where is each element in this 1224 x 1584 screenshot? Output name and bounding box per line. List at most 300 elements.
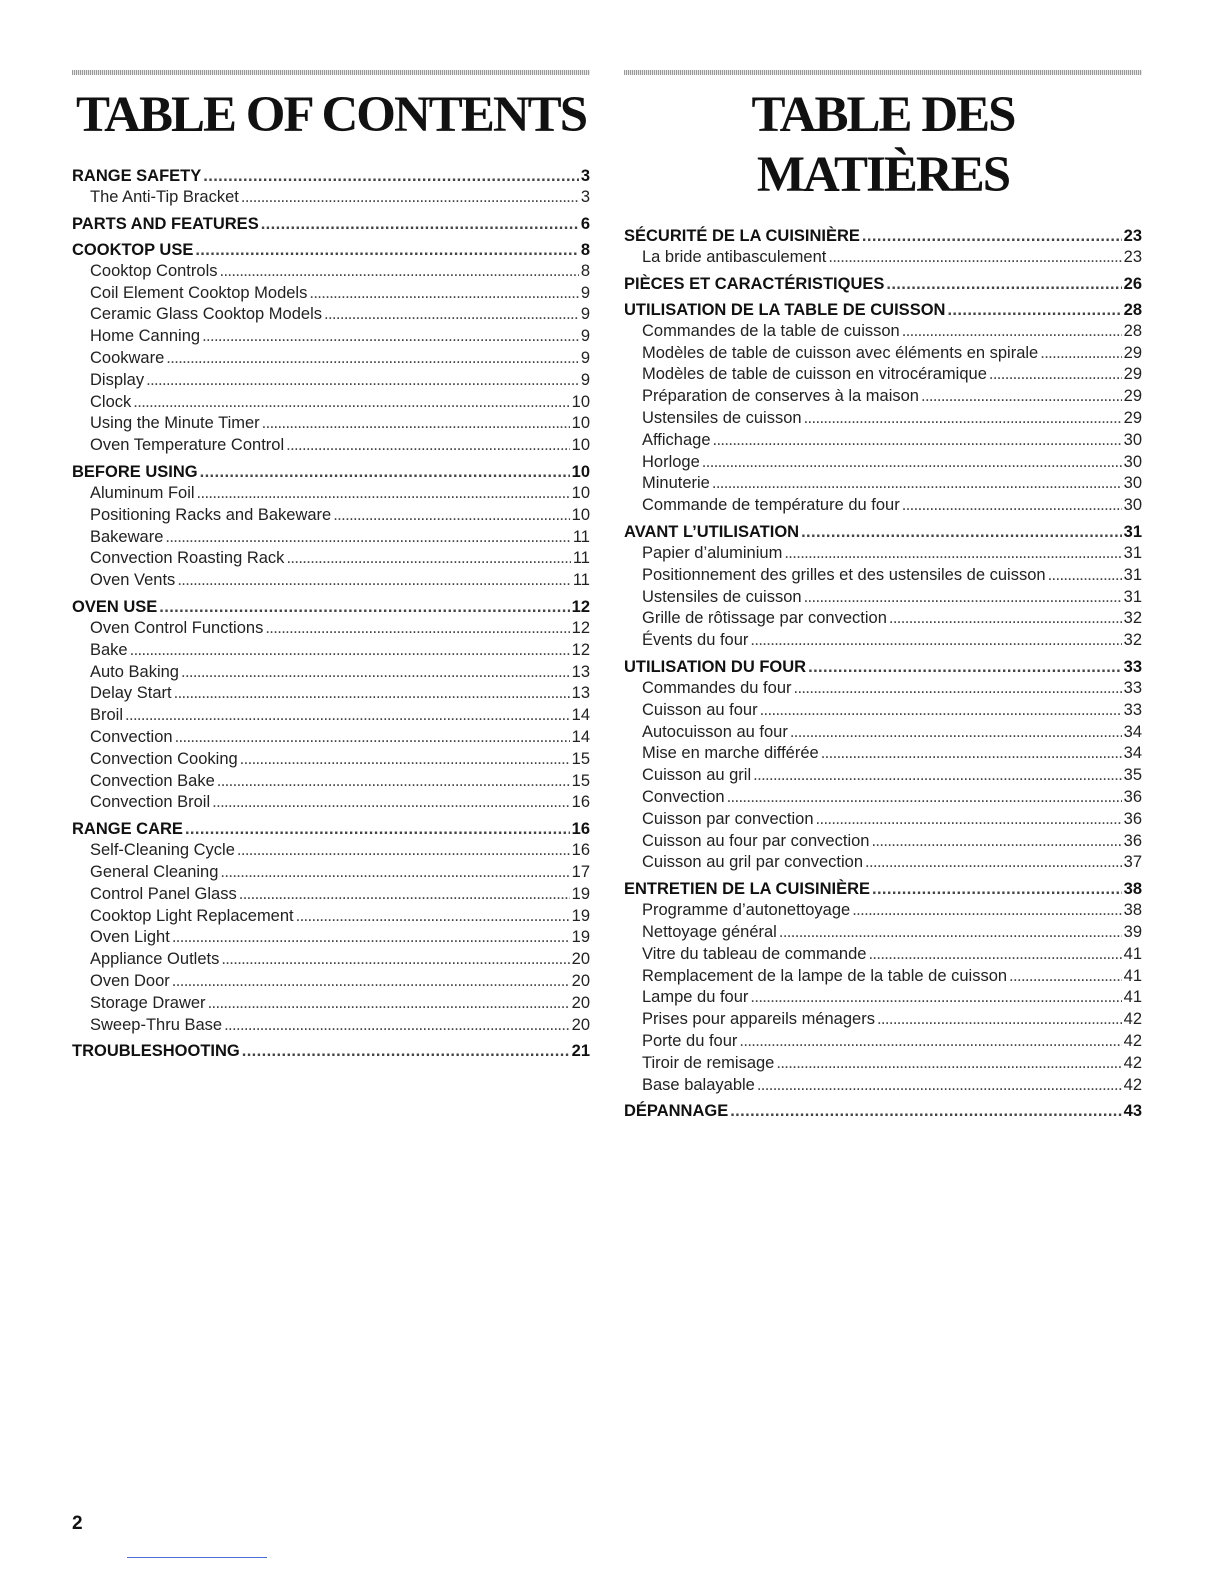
toc-item-entry[interactable] bbox=[624, 966, 1142, 988]
dot-leader bbox=[730, 1100, 1121, 1122]
toc-item-entry[interactable] bbox=[72, 971, 590, 993]
toc-item-label: Home Canning bbox=[90, 327, 201, 346]
toc-item-label: Nettoyage général bbox=[642, 922, 777, 941]
toc-page-number: 30 bbox=[1123, 452, 1142, 471]
page-title-french: TABLE DES MATIÈRES bbox=[751, 87, 1015, 203]
toc-page-number: 9 bbox=[580, 305, 590, 324]
toc-page-number: 19 bbox=[571, 928, 590, 947]
dot-leader bbox=[871, 831, 1121, 853]
toc-item-entry[interactable] bbox=[72, 483, 590, 505]
toc-section-entry[interactable] bbox=[624, 299, 1142, 321]
toc-section-label: TROUBLESHOOTING bbox=[72, 1042, 240, 1061]
toc-page-number: 10 bbox=[571, 392, 590, 411]
toc-item-label: Cuisson au four bbox=[642, 700, 758, 719]
toc-item-label: Commande de température du four bbox=[642, 496, 900, 515]
toc-item-entry[interactable] bbox=[72, 705, 590, 727]
toc-page-number: 42 bbox=[1123, 1010, 1142, 1029]
dot-leader bbox=[877, 1009, 1122, 1031]
toc-item-entry[interactable] bbox=[624, 1053, 1142, 1075]
toc-item-entry[interactable] bbox=[624, 364, 1142, 386]
toc-page-number: 13 bbox=[571, 684, 590, 703]
toc-french-column bbox=[624, 70, 1142, 1122]
dot-leader bbox=[784, 543, 1121, 565]
toc-page-number: 12 bbox=[571, 597, 590, 616]
toc-page-number: 42 bbox=[1123, 1075, 1142, 1094]
toc-item-entry[interactable] bbox=[624, 987, 1142, 1009]
dot-leader bbox=[165, 527, 570, 549]
toc-page-number: 14 bbox=[571, 727, 590, 746]
toc-item-label: Tiroir de remisage bbox=[642, 1053, 775, 1072]
toc-item-label: Storage Drawer bbox=[90, 993, 206, 1012]
dot-leader bbox=[133, 392, 569, 414]
toc-item-entry[interactable] bbox=[72, 370, 590, 392]
dot-leader bbox=[821, 743, 1122, 765]
toc-item-label: Bakeware bbox=[90, 527, 164, 546]
toc-item-entry[interactable] bbox=[624, 809, 1142, 831]
dot-leader bbox=[200, 461, 570, 483]
toc-item-entry[interactable] bbox=[624, 587, 1142, 609]
toc-item-label: Oven Light bbox=[90, 928, 170, 947]
toc-section-entry[interactable] bbox=[624, 521, 1142, 543]
dot-leader bbox=[202, 326, 579, 348]
toc-item-label: Commandes du four bbox=[642, 678, 792, 697]
dot-leader bbox=[174, 683, 570, 705]
toc-item-entry[interactable] bbox=[72, 906, 590, 928]
dot-leader bbox=[852, 900, 1121, 922]
toc-item-entry[interactable] bbox=[72, 792, 590, 814]
toc-page-number: 36 bbox=[1123, 787, 1142, 806]
dot-leader bbox=[889, 608, 1122, 630]
toc-item-entry[interactable] bbox=[72, 326, 590, 348]
dot-leader bbox=[702, 452, 1122, 474]
toc-page-number: 31 bbox=[1123, 565, 1142, 584]
dot-leader bbox=[185, 818, 570, 840]
toc-item-label: Grille de rôtissage par convection bbox=[642, 609, 887, 628]
toc-item-label: Modèles de table de cuisson en vitrocéramique bbox=[642, 365, 987, 384]
dot-leader bbox=[757, 1075, 1122, 1097]
toc-item-entry[interactable] bbox=[72, 683, 590, 705]
toc-page-number: 19 bbox=[571, 906, 590, 925]
toc-page-number: 30 bbox=[1123, 430, 1142, 449]
toc-page-number: 34 bbox=[1123, 744, 1142, 763]
toc-item-label: Cuisson par convection bbox=[642, 809, 814, 828]
toc-item-entry[interactable] bbox=[624, 343, 1142, 365]
toc-section-label: SÉCURITÉ DE LA CUISINIÈRE bbox=[624, 227, 860, 245]
toc-item-entry[interactable] bbox=[624, 722, 1142, 744]
page-number: 2 bbox=[72, 1513, 83, 1534]
toc-item-entry[interactable] bbox=[72, 348, 590, 370]
toc-section-label: PIÈCES ET CARACTÉRISTIQUES bbox=[624, 274, 885, 293]
toc-item-entry[interactable] bbox=[72, 261, 590, 283]
dot-leader bbox=[286, 435, 570, 457]
toc-page-number: 23 bbox=[1123, 227, 1142, 245]
toc-page-number: 11 bbox=[572, 571, 590, 590]
toc-section-entry[interactable] bbox=[72, 165, 590, 187]
toc-item-entry[interactable] bbox=[624, 765, 1142, 787]
toc-page-number: 9 bbox=[580, 327, 590, 346]
toc-page-number: 38 bbox=[1123, 901, 1142, 920]
toc-page-number: 19 bbox=[571, 884, 590, 903]
toc-item-entry[interactable] bbox=[624, 386, 1142, 408]
toc-item-label: Papier d’aluminium bbox=[642, 543, 783, 562]
toc-page-number: 39 bbox=[1123, 922, 1142, 941]
toc-item-entry[interactable] bbox=[72, 570, 590, 592]
toc-page-number: 8 bbox=[580, 240, 590, 259]
toc-page-number: 20 bbox=[571, 971, 590, 990]
toc-item-label: Display bbox=[90, 370, 145, 389]
dot-leader bbox=[333, 505, 569, 527]
toc-item-label: Aluminum Foil bbox=[90, 483, 195, 502]
toc-item-label: Appliance Outlets bbox=[90, 950, 220, 969]
dot-leader bbox=[220, 862, 569, 884]
dot-leader bbox=[296, 906, 570, 928]
toc-item-entry[interactable] bbox=[624, 1009, 1142, 1031]
dot-leader bbox=[212, 792, 570, 814]
dot-leader bbox=[241, 187, 579, 209]
toc-item-entry[interactable] bbox=[624, 452, 1142, 474]
toc-item-label: Convection Bake bbox=[90, 771, 215, 790]
dot-leader bbox=[261, 213, 579, 235]
toc-item-entry[interactable] bbox=[624, 944, 1142, 966]
toc-page-number: 28 bbox=[1123, 321, 1142, 340]
toc-section-entry[interactable] bbox=[72, 818, 590, 840]
toc-item-entry[interactable] bbox=[72, 662, 590, 684]
toc-item-entry[interactable] bbox=[72, 927, 590, 949]
toc-section-label: RANGE CARE bbox=[72, 820, 183, 839]
toc-page-number: 9 bbox=[580, 283, 590, 302]
toc-item-label: Cuisson au gril bbox=[642, 766, 752, 785]
toc-page-number: 28 bbox=[1123, 300, 1142, 319]
toc-section-entry[interactable] bbox=[624, 1100, 1142, 1122]
toc-item-entry[interactable] bbox=[624, 1031, 1142, 1053]
toc-item-entry[interactable] bbox=[624, 1075, 1142, 1097]
toc-page-number: 34 bbox=[1123, 722, 1142, 741]
toc-page-number: 43 bbox=[1123, 1102, 1142, 1121]
toc-item-label: Convection bbox=[642, 787, 725, 806]
toc-page-number: 10 bbox=[571, 436, 590, 455]
dot-leader bbox=[208, 993, 570, 1015]
dot-leader bbox=[146, 370, 579, 392]
dot-leader bbox=[750, 630, 1121, 652]
toc-item-entry[interactable] bbox=[624, 700, 1142, 722]
dot-leader bbox=[902, 321, 1122, 343]
toc-item-label: Self-Cleaning Cycle bbox=[90, 841, 235, 860]
toc-section-entry[interactable] bbox=[624, 656, 1142, 678]
toc-page-number: 36 bbox=[1123, 831, 1142, 850]
dot-leader bbox=[166, 348, 579, 370]
toc-item-entry[interactable] bbox=[624, 543, 1142, 565]
toc-item-label: La bride antibasculement bbox=[642, 248, 827, 266]
top-divider bbox=[72, 70, 590, 75]
dot-leader bbox=[242, 1040, 570, 1062]
toc-item-label: Delay Start bbox=[90, 684, 172, 703]
toc-item-entry[interactable] bbox=[72, 505, 590, 527]
toc-item-entry[interactable] bbox=[624, 321, 1142, 343]
toc-page-number: 41 bbox=[1123, 988, 1142, 1007]
toc-section-entry[interactable] bbox=[72, 461, 590, 483]
toc-page-number: 10 bbox=[571, 462, 590, 481]
toc-item-label: Bake bbox=[90, 640, 128, 659]
toc-item-label: Mise en marche différée bbox=[642, 744, 819, 763]
toc-page-number: 3 bbox=[580, 188, 590, 206]
toc-section-label: COOKTOP USE bbox=[72, 240, 194, 259]
toc-page-number: 42 bbox=[1123, 1031, 1142, 1050]
toc-page-number: 32 bbox=[1123, 631, 1142, 650]
toc-section-label: DÉPANNAGE bbox=[624, 1102, 729, 1121]
dot-leader bbox=[804, 587, 1122, 609]
toc-list bbox=[72, 165, 590, 1062]
dot-leader bbox=[237, 840, 570, 862]
toc-section-entry[interactable] bbox=[72, 1040, 590, 1062]
toc-item-label: Convection Roasting Rack bbox=[90, 549, 285, 568]
toc-item-label: Cooktop Controls bbox=[90, 261, 218, 280]
toc-section-entry[interactable] bbox=[624, 273, 1142, 295]
dot-leader bbox=[808, 656, 1122, 678]
toc-section-label: OVEN USE bbox=[72, 597, 158, 616]
toc-item-entry[interactable] bbox=[624, 565, 1142, 587]
dot-leader bbox=[801, 521, 1122, 543]
dot-leader bbox=[760, 700, 1122, 722]
dot-leader bbox=[197, 483, 570, 505]
toc-page-number: 15 bbox=[571, 771, 590, 790]
dot-leader bbox=[902, 495, 1122, 517]
dot-leader bbox=[794, 678, 1122, 700]
dot-leader bbox=[947, 299, 1121, 321]
dot-leader bbox=[712, 473, 1122, 495]
toc-page-number: 42 bbox=[1123, 1053, 1142, 1072]
page-title: TABLE OF CONTENTS bbox=[75, 87, 587, 143]
toc-item-label: Sweep-Thru Base bbox=[90, 1015, 223, 1034]
toc-page-number: 17 bbox=[571, 862, 590, 881]
toc-item-label: Préparation de conserves à la maison bbox=[642, 387, 919, 406]
toc-item-label: Using the Minute Timer bbox=[90, 414, 260, 433]
dot-leader bbox=[239, 884, 570, 906]
toc-item-entry[interactable] bbox=[624, 922, 1142, 944]
toc-page-number: 14 bbox=[571, 706, 590, 725]
toc-item-label: Auto Baking bbox=[90, 662, 179, 681]
toc-page-number: 12 bbox=[571, 640, 590, 659]
toc-item-entry[interactable] bbox=[624, 247, 1142, 269]
toc-item-label: Vitre du tableau de commande bbox=[642, 944, 867, 963]
toc-section-entry[interactable] bbox=[72, 239, 590, 261]
toc-page-number: 33 bbox=[1123, 700, 1142, 719]
dot-leader bbox=[862, 225, 1122, 247]
toc-item-label: Commandes de la table de cuisson bbox=[642, 321, 900, 340]
toc-item-entry[interactable] bbox=[72, 727, 590, 749]
toc-page-number: 29 bbox=[1123, 365, 1142, 384]
toc-section-label: AVANT L’UTILISATION bbox=[624, 522, 800, 541]
toc-item-entry[interactable] bbox=[72, 435, 590, 457]
dot-leader bbox=[779, 922, 1122, 944]
toc-page-number: 30 bbox=[1123, 496, 1142, 515]
toc-page-number: 38 bbox=[1123, 880, 1142, 899]
toc-page-number: 13 bbox=[571, 662, 590, 681]
toc-item-entry[interactable] bbox=[72, 840, 590, 862]
toc-page-number: 29 bbox=[1123, 387, 1142, 406]
toc-item-label: General Cleaning bbox=[90, 862, 219, 881]
top-divider bbox=[624, 70, 1142, 75]
toc-item-label: Porte du four bbox=[642, 1031, 738, 1050]
toc-item-label: Clock bbox=[90, 392, 132, 411]
toc-item-label: Cuisson au four par convection bbox=[642, 831, 870, 850]
toc-item-label: Ustensiles de cuisson bbox=[642, 408, 802, 427]
toc-item-entry[interactable] bbox=[72, 949, 590, 971]
toc-section-label: UTILISATION DE LA TABLE DE CUISSON bbox=[624, 300, 946, 319]
toc-item-label: Lampe du four bbox=[642, 988, 749, 1007]
toc-page-number: 9 bbox=[580, 370, 590, 389]
toc-page-number: 16 bbox=[571, 841, 590, 860]
toc-item-label: Coil Element Cooktop Models bbox=[90, 283, 308, 302]
toc-item-entry[interactable] bbox=[624, 743, 1142, 765]
toc-page-number: 12 bbox=[571, 618, 590, 637]
toc-item-label: Ustensiles de cuisson bbox=[642, 587, 802, 606]
toc-section-label: RANGE SAFETY bbox=[72, 167, 202, 185]
toc-item-label: Minuterie bbox=[642, 474, 710, 493]
toc-item-entry[interactable] bbox=[72, 862, 590, 884]
toc-item-entry[interactable] bbox=[72, 527, 590, 549]
toc-page-number: 30 bbox=[1123, 474, 1142, 493]
toc-item-entry[interactable] bbox=[72, 884, 590, 906]
dot-leader bbox=[790, 722, 1122, 744]
toc-item-label: Cooktop Light Replacement bbox=[90, 906, 294, 925]
toc-item-entry[interactable] bbox=[624, 831, 1142, 853]
toc-page-number: 11 bbox=[572, 549, 590, 568]
toc-item-entry[interactable] bbox=[624, 900, 1142, 922]
toc-item-entry[interactable] bbox=[624, 495, 1142, 517]
dot-leader bbox=[175, 727, 570, 749]
toc-item-label: Évents du four bbox=[642, 631, 749, 650]
toc-page-number: 20 bbox=[571, 1015, 590, 1034]
toc-item-label: Positioning Racks and Bakeware bbox=[90, 505, 332, 524]
dot-leader bbox=[262, 413, 570, 435]
dot-leader bbox=[1048, 565, 1122, 587]
toc-section-label: UTILISATION DU FOUR bbox=[624, 657, 807, 676]
dot-leader bbox=[886, 273, 1121, 295]
toc-item-entry[interactable] bbox=[72, 304, 590, 326]
toc-page-number: 31 bbox=[1123, 587, 1142, 606]
dot-leader bbox=[203, 165, 579, 187]
toc-page-number: 10 bbox=[571, 483, 590, 502]
toc-item-label: Remplacement de la lampe de la table de cuisson bbox=[642, 966, 1008, 985]
toc-section-entry[interactable] bbox=[72, 596, 590, 618]
dot-leader bbox=[739, 1031, 1121, 1053]
toc-page-number: 41 bbox=[1123, 966, 1142, 985]
toc-list-french bbox=[624, 225, 1142, 1122]
toc-item-entry[interactable] bbox=[72, 548, 590, 570]
toc-item-entry[interactable] bbox=[72, 392, 590, 414]
dot-leader bbox=[195, 239, 578, 261]
toc-page-number: 10 bbox=[571, 505, 590, 524]
toc-item-label: Oven Vents bbox=[90, 571, 176, 590]
toc-section-label: PARTS AND FEATURES bbox=[72, 214, 259, 233]
toc-item-entry[interactable] bbox=[624, 430, 1142, 452]
toc-english-column bbox=[72, 70, 590, 1062]
toc-item-label: Horloge bbox=[642, 452, 700, 471]
toc-item-label: Autocuisson au four bbox=[642, 722, 788, 741]
dot-leader bbox=[750, 987, 1121, 1009]
toc-page-number: 36 bbox=[1123, 809, 1142, 828]
toc-section-entry[interactable] bbox=[624, 225, 1142, 247]
dot-leader bbox=[921, 386, 1122, 408]
toc-page-number: 3 bbox=[580, 167, 590, 185]
toc-page-number: 29 bbox=[1123, 343, 1142, 362]
toc-item-label: Ceramic Glass Cooktop Models bbox=[90, 305, 322, 324]
toc-page-number: 31 bbox=[1123, 522, 1142, 541]
dot-leader bbox=[286, 548, 570, 570]
toc-item-label: Oven Temperature Control bbox=[90, 436, 285, 455]
toc-item-label: Cuisson au gril par convection bbox=[642, 853, 864, 872]
toc-page-number: 37 bbox=[1123, 853, 1142, 872]
dot-leader bbox=[776, 1053, 1121, 1075]
toc-item-entry[interactable] bbox=[72, 283, 590, 305]
toc-section-label: ENTRETIEN DE LA CUISINIÈRE bbox=[624, 880, 870, 899]
toc-item-label: Base balayable bbox=[642, 1075, 755, 1094]
toc-page-number: 16 bbox=[571, 793, 590, 812]
dot-leader bbox=[224, 1015, 570, 1037]
toc-item-entry[interactable] bbox=[624, 408, 1142, 430]
toc-item-label: Convection bbox=[90, 727, 173, 746]
toc-item-label: Convection Cooking bbox=[90, 749, 238, 768]
toc-item-label: Oven Control Functions bbox=[90, 618, 264, 637]
toc-page-number: 23 bbox=[1123, 248, 1142, 266]
toc-page-number: 33 bbox=[1123, 657, 1142, 676]
toc-item-label: Broil bbox=[90, 706, 124, 725]
toc-item-label: Prises pour appareils ménagers bbox=[642, 1010, 875, 1029]
footer-rule bbox=[127, 1557, 267, 1558]
dot-leader bbox=[868, 944, 1121, 966]
toc-item-entry[interactable] bbox=[72, 771, 590, 793]
toc-item-entry[interactable] bbox=[72, 618, 590, 640]
toc-item-entry[interactable] bbox=[624, 787, 1142, 809]
toc-page-number: 33 bbox=[1123, 678, 1142, 697]
toc-item-entry[interactable] bbox=[72, 640, 590, 662]
toc-item-label: Positionnement des grilles et des ustensiles de cuisson bbox=[642, 565, 1046, 584]
dot-leader bbox=[172, 971, 570, 993]
toc-item-entry[interactable] bbox=[72, 413, 590, 435]
dot-leader bbox=[1009, 966, 1122, 988]
toc-item-label: The Anti-Tip Bracket bbox=[90, 188, 239, 206]
toc-page-number: 35 bbox=[1123, 766, 1142, 785]
toc-item-label: Convection Broil bbox=[90, 793, 211, 812]
dot-leader bbox=[816, 809, 1122, 831]
toc-page-number: 9 bbox=[580, 348, 590, 367]
toc-item-entry[interactable] bbox=[624, 852, 1142, 874]
toc-page-number: 20 bbox=[571, 993, 590, 1012]
toc-item-entry[interactable] bbox=[624, 608, 1142, 630]
toc-item-entry[interactable] bbox=[72, 749, 590, 771]
toc-item-entry[interactable] bbox=[624, 630, 1142, 652]
toc-item-label: Control Panel Glass bbox=[90, 884, 237, 903]
toc-section-entry[interactable] bbox=[72, 213, 590, 235]
toc-item-entry[interactable] bbox=[72, 1015, 590, 1037]
dot-leader bbox=[130, 640, 570, 662]
dot-leader bbox=[172, 927, 570, 949]
toc-page-number: 21 bbox=[571, 1042, 590, 1061]
dot-leader bbox=[240, 749, 570, 771]
toc-page-number: 26 bbox=[1123, 274, 1142, 293]
toc-item-label: Oven Door bbox=[90, 971, 170, 990]
toc-item-entry[interactable] bbox=[624, 678, 1142, 700]
toc-item-label: Affichage bbox=[642, 430, 711, 449]
toc-page-number: 10 bbox=[571, 414, 590, 433]
dot-leader bbox=[727, 787, 1122, 809]
toc-page-number: 15 bbox=[571, 749, 590, 768]
toc-page-number: 11 bbox=[572, 527, 590, 546]
toc-item-entry[interactable] bbox=[72, 187, 590, 209]
toc-item-entry[interactable] bbox=[624, 473, 1142, 495]
toc-item-entry[interactable] bbox=[72, 993, 590, 1015]
toc-section-entry[interactable] bbox=[624, 878, 1142, 900]
